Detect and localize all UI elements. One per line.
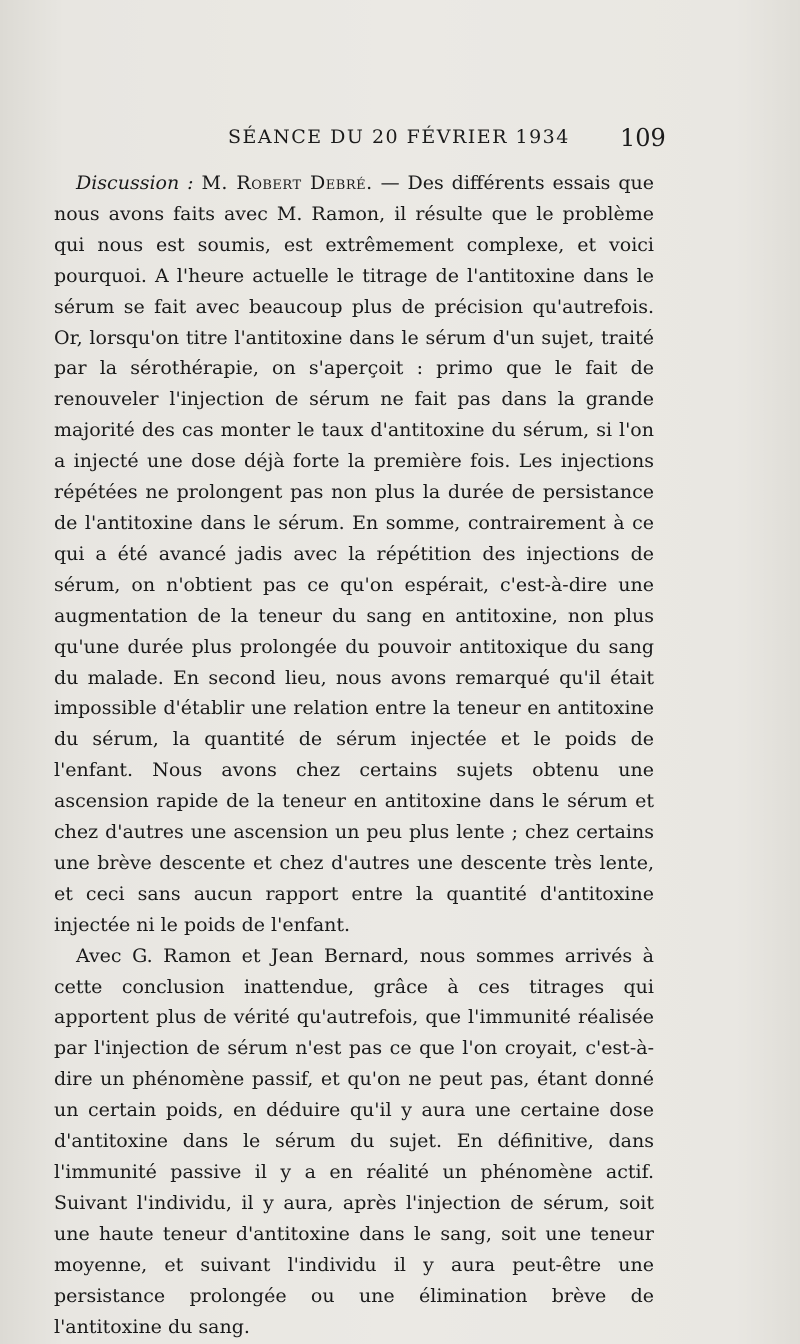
discussion-label: Discussion : xyxy=(76,172,194,194)
paragraph-2: Avec G. Ramon et Jean Bernard, nous sommes arrivés à cette conclusion inattendue, grâce à ces titrages qui apportent plus de vérité qu'autrefois, que l'immunité réalisée par l'injection de sérum n'est pas ce que l'on croyait, c'est-à-dire un phénomène passif, et qu'on ne peut pas, étant donné un certain poids, en déduire qu'il y aura une certaine dose d'antitoxine dans le sérum du sujet. En définitive, dans l'immunité passive il y a en réalité un phénomène actif. Suivant l'individu, il y aura, après l'injection de sérum, soit une haute teneur d'antitoxine dans le sang, soit une teneur moyenne, et suivant l'individu il y aura peut-être une persistance prolongée ou une élimination brève de l'antitoxine du sang. xyxy=(54,944,654,1338)
page-header xyxy=(0,122,800,162)
paragraph-1-text: — Des différents essais que nous avons faits avec M. Ramon, il résulte que le problème qui nous est soumis, est extrêmement complexe, et voici pourquoi. A l'heure actuelle le titrage de l'antitoxine dans le sérum se fait avec beaucoup plus de précision qu'autrefois. Or, lorsqu'on titre l'antitoxine dans le sérum d'un sujet, traité par la sérothérapie, on s'aperçoit : primo que le fait de renouveler l'injection de sérum ne fait pas dans la grande majorité des cas monter le taux d'antitoxine du sérum, si l'on a injecté une dose déjà forte la première fois. Les injections répétées ne prolongent pas non plus la durée de persistance de l'antitoxine dans le sérum. En somme, contrairement à ce qui a été avancé jadis avec la répétition des injections de sérum, on n'obtient pas ce qu'on espérait, c'est-à-dire une augmentation de la teneur du sang en antitoxine, non plus qu'une durée plus prolongée du pouvoir antitoxique du sang du malade. En second lieu, nous avons remarqué qu'il était impossible d'établir une relation entre la teneur en antitoxine du sérum, la quantité de sérum injectée et le poids de l'enfant. Nous avons chez certains sujets obtenu une ascension rapide de la teneur en antitoxine dans le sérum et chez d'autres une ascension un peu plus lente ; chez certains une brève descente et chez d'autres une descente très lente, et ceci sans aucun rapport entre la quantité d'antitoxine injectée ni le poids de l'enfant. xyxy=(54,172,655,936)
speaker-name: M. Robert Debré. xyxy=(201,172,373,194)
page-number: 109 xyxy=(620,124,666,152)
running-head: SÉANCE DU 20 FÉVRIER 1934 xyxy=(228,126,570,148)
paragraph-discussion xyxy=(54,168,654,941)
body-text xyxy=(54,168,654,1342)
